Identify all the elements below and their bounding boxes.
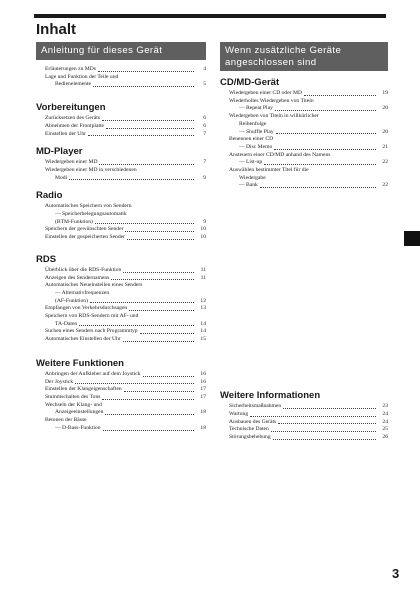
toc-entry[interactable]: Wartung 24	[229, 410, 388, 417]
toc-entry[interactable]: Einstellen der Uhr 7	[45, 130, 206, 137]
toc-entry-text: Auswählen bestimmter Titel für die	[229, 167, 309, 174]
section-title-cd-md: CD/MD-Gerät	[220, 77, 280, 88]
toc-entry-text: Speichern von RDS-Sendern mit AF- und	[45, 313, 139, 320]
toc-entry[interactable]: Ausbauen des Geräts 24	[229, 418, 388, 425]
toc-entry[interactable]: Störungsbehebung 26	[229, 433, 388, 440]
toc-entry-text: — Alternativfrequenzen	[55, 289, 110, 296]
section-box-heading	[220, 42, 388, 71]
toc-entry[interactable]: Anzeigeeinstellungen 18	[55, 409, 206, 416]
toc-entry-text: Wiedergabe	[239, 174, 266, 181]
edge-tab-marker	[404, 231, 420, 246]
toc-entry-text: Wiedergeben einer MD in verschiedenen	[45, 166, 137, 173]
toc-entry[interactable]: Abnehmen der Frontplatte 6	[45, 122, 206, 129]
toc-entry[interactable]: Überblick über die RDS-Funktion 11	[45, 266, 206, 273]
toc-entry[interactable]: — List-up 22	[239, 159, 388, 166]
toc-entry[interactable]: — Repeat Play 20	[239, 105, 388, 112]
toc-entry[interactable]: — Bank 22	[239, 182, 388, 189]
section-title-md-player: MD-Player	[36, 146, 83, 158]
toc-entry-text: Wechseln der Klang- und	[45, 401, 102, 408]
toc-entry[interactable]: Sicherheitsmaßnahmen 23	[229, 403, 388, 410]
toc-entry[interactable]: Zurücksetzen des Geräts 6	[45, 115, 206, 122]
toc-entry[interactable]: Speichern der gewünschten Sender 10	[45, 226, 206, 233]
toc-entry[interactable]: Automatisches Einstellen der Uhr 15	[45, 336, 206, 343]
toc-entry-text: Benennen einer CD	[229, 136, 274, 143]
toc-entry[interactable]: Anzeigen des Sendernamens 11	[45, 274, 206, 281]
toc-entry[interactable]: Technische Daten 25	[229, 426, 388, 433]
toc-entry[interactable]: — D-Bass-Funktion 18	[55, 424, 206, 431]
section-title-radio: Radio	[36, 190, 63, 202]
section-title-vorbereitungen: Vorbereitungen	[36, 102, 106, 114]
toc-entry[interactable]: Einstellen der gespeicherten Sender 10	[45, 234, 206, 241]
toc-entry[interactable]: Empfangen von Verkehrsdurchsagen 13	[45, 305, 206, 312]
toc-entry-text: — Speicherbelegungsautomatik	[55, 211, 127, 218]
toc-entry[interactable]: Modi 9	[55, 174, 206, 181]
toc-entry[interactable]: TA-Daten 14	[55, 320, 206, 327]
toc-entry[interactable]: Erläuterungen zu MDs 4	[45, 66, 206, 72]
toc-entry[interactable]: (AF-Funktion) 12	[55, 297, 206, 304]
toc-entry[interactable]: Anbringen der Aufkleber auf dem Joystick 16	[45, 370, 206, 377]
right-column	[220, 42, 388, 442]
box-heading-line: Wenn zusätzliche Geräte	[225, 45, 342, 56]
toc-entry[interactable]: Suchen eines Senders nach Programmtyp 14	[45, 328, 206, 335]
toc-entry[interactable]: Stummschalten des Tons 17	[45, 393, 206, 400]
toc-entry[interactable]: Bedienelemente 5	[55, 81, 206, 88]
toc-entry-text: Lage und Funktion der Teile und	[45, 73, 119, 80]
toc-entry-text: Betonen der Bässe	[45, 417, 87, 424]
section-box-heading: Anleitung für dieses Gerät	[36, 42, 206, 60]
toc-entry-text: Ansteuern einer CD/MD anhand des Namens	[229, 151, 331, 158]
section-title-rds: RDS	[36, 253, 57, 265]
toc-entry[interactable]: — Disc Memo 21	[239, 143, 388, 150]
toc-entry-text: Automatisches Neueinstellen eines Senders	[45, 282, 143, 289]
left-column	[36, 42, 206, 433]
toc-entry[interactable]: Wiedergeben einer CD oder MD 19	[229, 90, 388, 96]
toc-entry-text: Wiederholtes Wiedergeben von Titeln	[229, 97, 314, 104]
toc-entry-text: Automatisches Speichern von Sendern	[45, 203, 132, 210]
toc-entry-text: Reihenfolge	[239, 120, 267, 127]
toc-entry[interactable]: Der Joystick 16	[45, 378, 206, 385]
toc-entry[interactable]: (BTM-Funktion) 9	[55, 218, 206, 225]
box-heading-line: angeschlossen sind	[225, 57, 317, 68]
top-rule	[34, 14, 386, 18]
toc-entry[interactable]: — Shuffle Play 20	[239, 128, 388, 135]
toc-entry-text: Wiedergeben von Titeln in willkürlicher	[229, 113, 319, 120]
page-number: 3	[392, 566, 400, 581]
page-title: Inhalt	[36, 21, 76, 38]
section-title-weitere-funktionen: Weitere Funktionen	[36, 357, 124, 369]
toc-entry[interactable]: Einstellen der Klangeigenschaften 17	[45, 386, 206, 393]
section-title-weitere-informationen: Weitere Informationen	[220, 390, 321, 402]
toc-entry[interactable]: Wiedergeben einer MD 7	[45, 159, 206, 166]
